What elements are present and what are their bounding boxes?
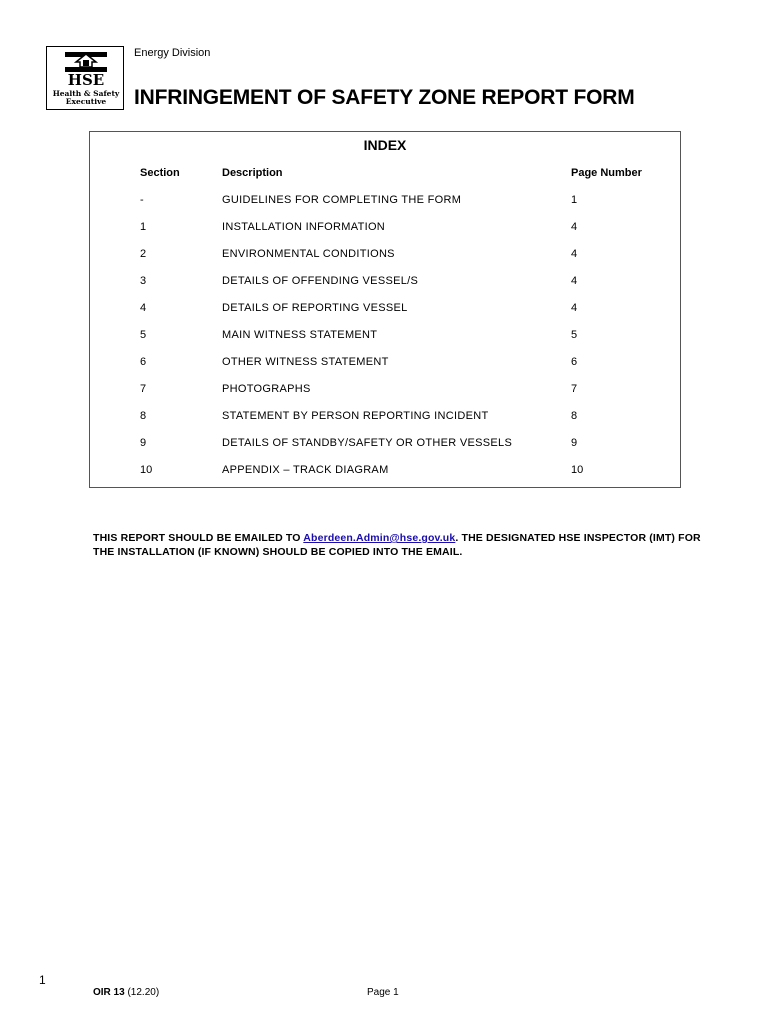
row-section: 10 (140, 464, 153, 476)
row-description: STATEMENT BY PERSON REPORTING INCIDENT (222, 410, 489, 422)
index-row (90, 410, 680, 426)
row-description: GUIDELINES FOR COMPLETING THE FORM (222, 194, 462, 206)
index-row (90, 302, 680, 318)
row-page: 4 (571, 221, 578, 233)
index-title: INDEX (363, 137, 407, 153)
email-link[interactable]: Aberdeen.Admin@hse.gov.uk (303, 532, 456, 544)
index-row (90, 221, 680, 237)
logo-health-safety-text: Health & Safety (52, 89, 120, 98)
row-description: DETAILS OF STANDBY/SAFETY OR OTHER VESSELS (222, 437, 513, 449)
row-description: MAIN WITNESS STATEMENT (222, 329, 378, 341)
row-description: DETAILS OF OFFENDING VESSEL/S (222, 275, 419, 287)
form-code-id: OIR 13 (93, 987, 125, 998)
division-label: Energy Division (134, 47, 211, 59)
row-section: - (140, 194, 144, 206)
index-row (90, 194, 680, 210)
row-page: 10 (571, 464, 584, 476)
index-row (90, 329, 680, 345)
row-section: 1 (140, 221, 147, 233)
row-description: PHOTOGRAPHS (222, 383, 311, 395)
row-page: 4 (571, 275, 578, 287)
index-row (90, 383, 680, 399)
row-section: 9 (140, 437, 147, 449)
row-page: 5 (571, 329, 578, 341)
logo-hse-text: HSE (67, 71, 105, 89)
index-table (89, 131, 681, 488)
row-page: 4 (571, 248, 578, 260)
index-row (90, 437, 680, 453)
row-page: 9 (571, 437, 578, 449)
column-header-section: Section (140, 167, 180, 179)
index-row (90, 275, 680, 291)
column-header-page-number: Page Number (571, 167, 642, 179)
row-section: 7 (140, 383, 147, 395)
index-row (90, 248, 680, 264)
hse-logo (46, 46, 124, 110)
row-description: ENVIRONMENTAL CONDITIONS (222, 248, 395, 260)
form-code (93, 987, 159, 998)
row-description: OTHER WITNESS STATEMENT (222, 356, 389, 368)
row-section: 8 (140, 410, 147, 422)
row-section: 5 (140, 329, 147, 341)
page-title: INFRINGEMENT OF SAFETY ZONE REPORT FORM (134, 86, 635, 109)
note-text-after: . THE DESIGNATED HSE INSPECTOR (IMT) FOR THE INSTALLATION (IF KNOWN) SHOULD BE COPIED INTO THE EMAIL. (93, 532, 701, 558)
row-page: 4 (571, 302, 578, 314)
index-row (90, 464, 680, 480)
row-page: 6 (571, 356, 578, 368)
index-header-row (90, 167, 680, 183)
row-page: 1 (571, 194, 578, 206)
row-page: 8 (571, 410, 578, 422)
row-section: 4 (140, 302, 147, 314)
row-section: 3 (140, 275, 147, 287)
index-row (90, 356, 680, 372)
row-section: 6 (140, 356, 147, 368)
row-description: APPENDIX – TRACK DIAGRAM (222, 464, 389, 476)
row-description: DETAILS OF REPORTING VESSEL (222, 302, 408, 314)
row-description: INSTALLATION INFORMATION (222, 221, 386, 233)
email-instruction-note (93, 531, 713, 559)
margin-page-number: 1 (39, 973, 46, 987)
form-code-date: (12.20) (127, 987, 160, 998)
note-text-before: THIS REPORT SHOULD BE EMAILED TO (93, 532, 304, 544)
row-section: 2 (140, 248, 147, 260)
row-page: 7 (571, 383, 578, 395)
logo-executive-text: Executive (65, 97, 107, 106)
hse-logo-graphic (47, 47, 125, 111)
footer-page-number: Page 1 (367, 987, 399, 998)
column-header-description: Description (222, 167, 283, 179)
